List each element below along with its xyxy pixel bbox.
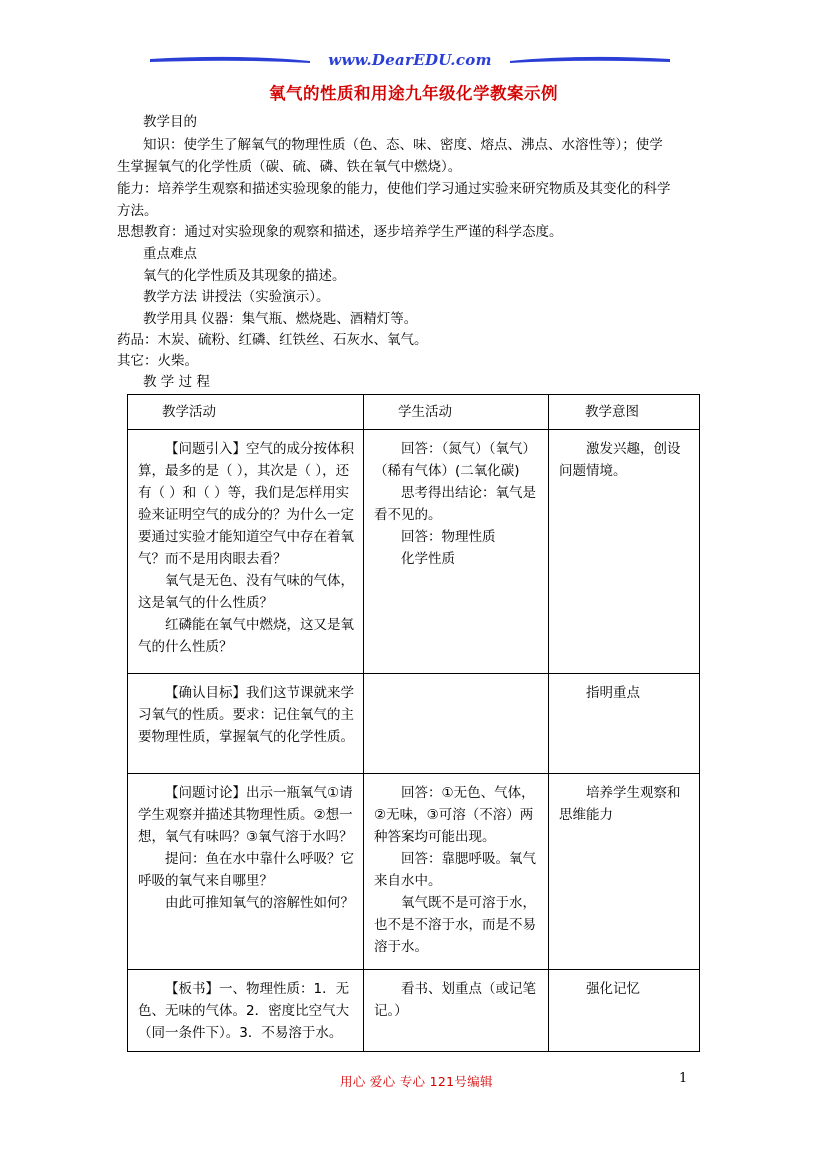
intent-text: 激发兴趣，创设问题情境。: [559, 441, 681, 479]
intent-cell: [549, 674, 700, 774]
student-text: 回答：靠腮呼吸。氧气来自水中。: [374, 851, 536, 889]
teacher-text: 【板书】一、物理性质：1．无色、无味的气体。2．密度比空气大（同一条件下）。3．不易溶于水。: [138, 981, 350, 1041]
intent-text: 强化记忆: [586, 981, 640, 997]
student-text: 回答：（氮气）（氧气）（稀有气体）(二氧化碳): [374, 441, 536, 479]
intent-text: 培养学生观察和思维能力: [559, 785, 681, 823]
header-teacher: 教学活动: [128, 395, 364, 430]
teacher-text: 【问题引入】空气的成分按体积算，最多的是（ ），其次是（ ），还有（ ）和（ ）等，我们是怎样用实验来证明空气的成分的？为什么一定要通过实验才能知道空气中存在着氧气？而不是用肉眼去看？: [138, 441, 354, 567]
student-cell: [364, 674, 549, 774]
teacher-text: 提问：鱼在水中靠什么呼吸？它呼吸的氧气来自哪里？: [138, 851, 354, 889]
student-text: 回答：物理性质: [401, 529, 496, 545]
student-cell: [364, 430, 549, 674]
teacher-text: 【确认目标】我们这节课就来学习氧气的性质。要求：记住氧气的主要物理性质，掌握氧气的化学性质。: [138, 685, 354, 745]
intent-cell: [549, 430, 700, 674]
header-intent: 教学意图: [549, 395, 700, 430]
drugs-line: 药品：木炭、硫粉、红磷、红铁丝、石灰水、氧气。: [117, 332, 428, 348]
student-cell: [364, 970, 549, 1052]
student-text: 氧气既不是可溶于水，也不是不溶于水，而是不易溶于水。: [374, 895, 536, 955]
method-line: 教学方法 讲授法（实验演示）。: [143, 289, 330, 305]
tools-line: 教学用具 仪器：集气瓶、燃烧匙、酒精灯等。: [143, 311, 418, 327]
site-name[interactable]: www.DearEDU.com: [328, 51, 492, 69]
goal-heading: 教学目的: [143, 114, 197, 130]
table-row: [128, 774, 700, 970]
teacher-text: 红磷能在氧气中燃烧，这又是氧气的什么性质？: [138, 617, 354, 655]
teacher-text: 【问题讨论】出示一瓶氧气①请学生观察并描述其物理性质。②想一想，氧气有味吗？③氧气溶于水吗？: [138, 785, 353, 845]
knowledge-line-1: 知识：使学生了解氧气的物理性质（色、态、味、密度、熔点、沸点、水溶性等）；使学: [143, 137, 663, 153]
intent-cell: [549, 774, 700, 970]
thought-line: 思想教育：通过对实验现象的观察和描述，逐步培养学生严谨的科学态度。: [117, 224, 563, 240]
intent-text: 指明重点: [586, 685, 640, 701]
teacher-cell: [128, 970, 364, 1052]
teacher-cell: [128, 674, 364, 774]
teacher-cell: [128, 774, 364, 970]
site-banner: [150, 50, 670, 74]
teacher-text: 由此可推知氧气的溶解性如何？: [165, 895, 354, 911]
knowledge-line-2: 生掌握氧气的化学性质（碳、硫、磷、铁在氧气中燃烧）。: [117, 159, 462, 175]
student-text: 看书、划重点（或记笔记。）: [374, 981, 536, 1019]
table-row: [128, 970, 700, 1052]
other-line: 其它：火柴。: [117, 353, 198, 369]
lesson-table: [127, 394, 700, 1052]
student-cell: [364, 774, 549, 970]
student-text: 回答：①无色、气体，②无味，③可溶（不溶）两种答案均可能出现。: [374, 785, 535, 845]
page-number: 1: [679, 1071, 688, 1086]
table-row: [128, 674, 700, 774]
key-content: 氧气的化学性质及其现象的描述。: [143, 268, 346, 284]
key-heading: 重点难点: [143, 246, 197, 262]
ability-line-1: 能力：培养学生观察和描述实验现象的能力，使他们学习通过实验来研究物质及其变化的科学: [117, 181, 671, 197]
ability-line-2: 方法。: [117, 203, 158, 219]
process-heading: 教 学 过 程: [143, 374, 210, 390]
footer-text: 用心 爱心 专心 121号编辑: [340, 1074, 493, 1089]
teacher-cell: [128, 430, 364, 674]
document-title: 氧气的性质和用途九年级化学教案示例: [269, 84, 558, 103]
table-header-row: [128, 395, 700, 430]
teacher-text: 氧气是无色、没有气味的气体，这是氧气的什么性质？: [138, 573, 354, 611]
header-student: 学生活动: [364, 395, 549, 430]
student-text: 化学性质: [401, 551, 455, 567]
intent-cell: [549, 970, 700, 1052]
student-text: 思考得出结论：氧气是看不见的。: [374, 485, 536, 523]
table-row: [128, 430, 700, 674]
